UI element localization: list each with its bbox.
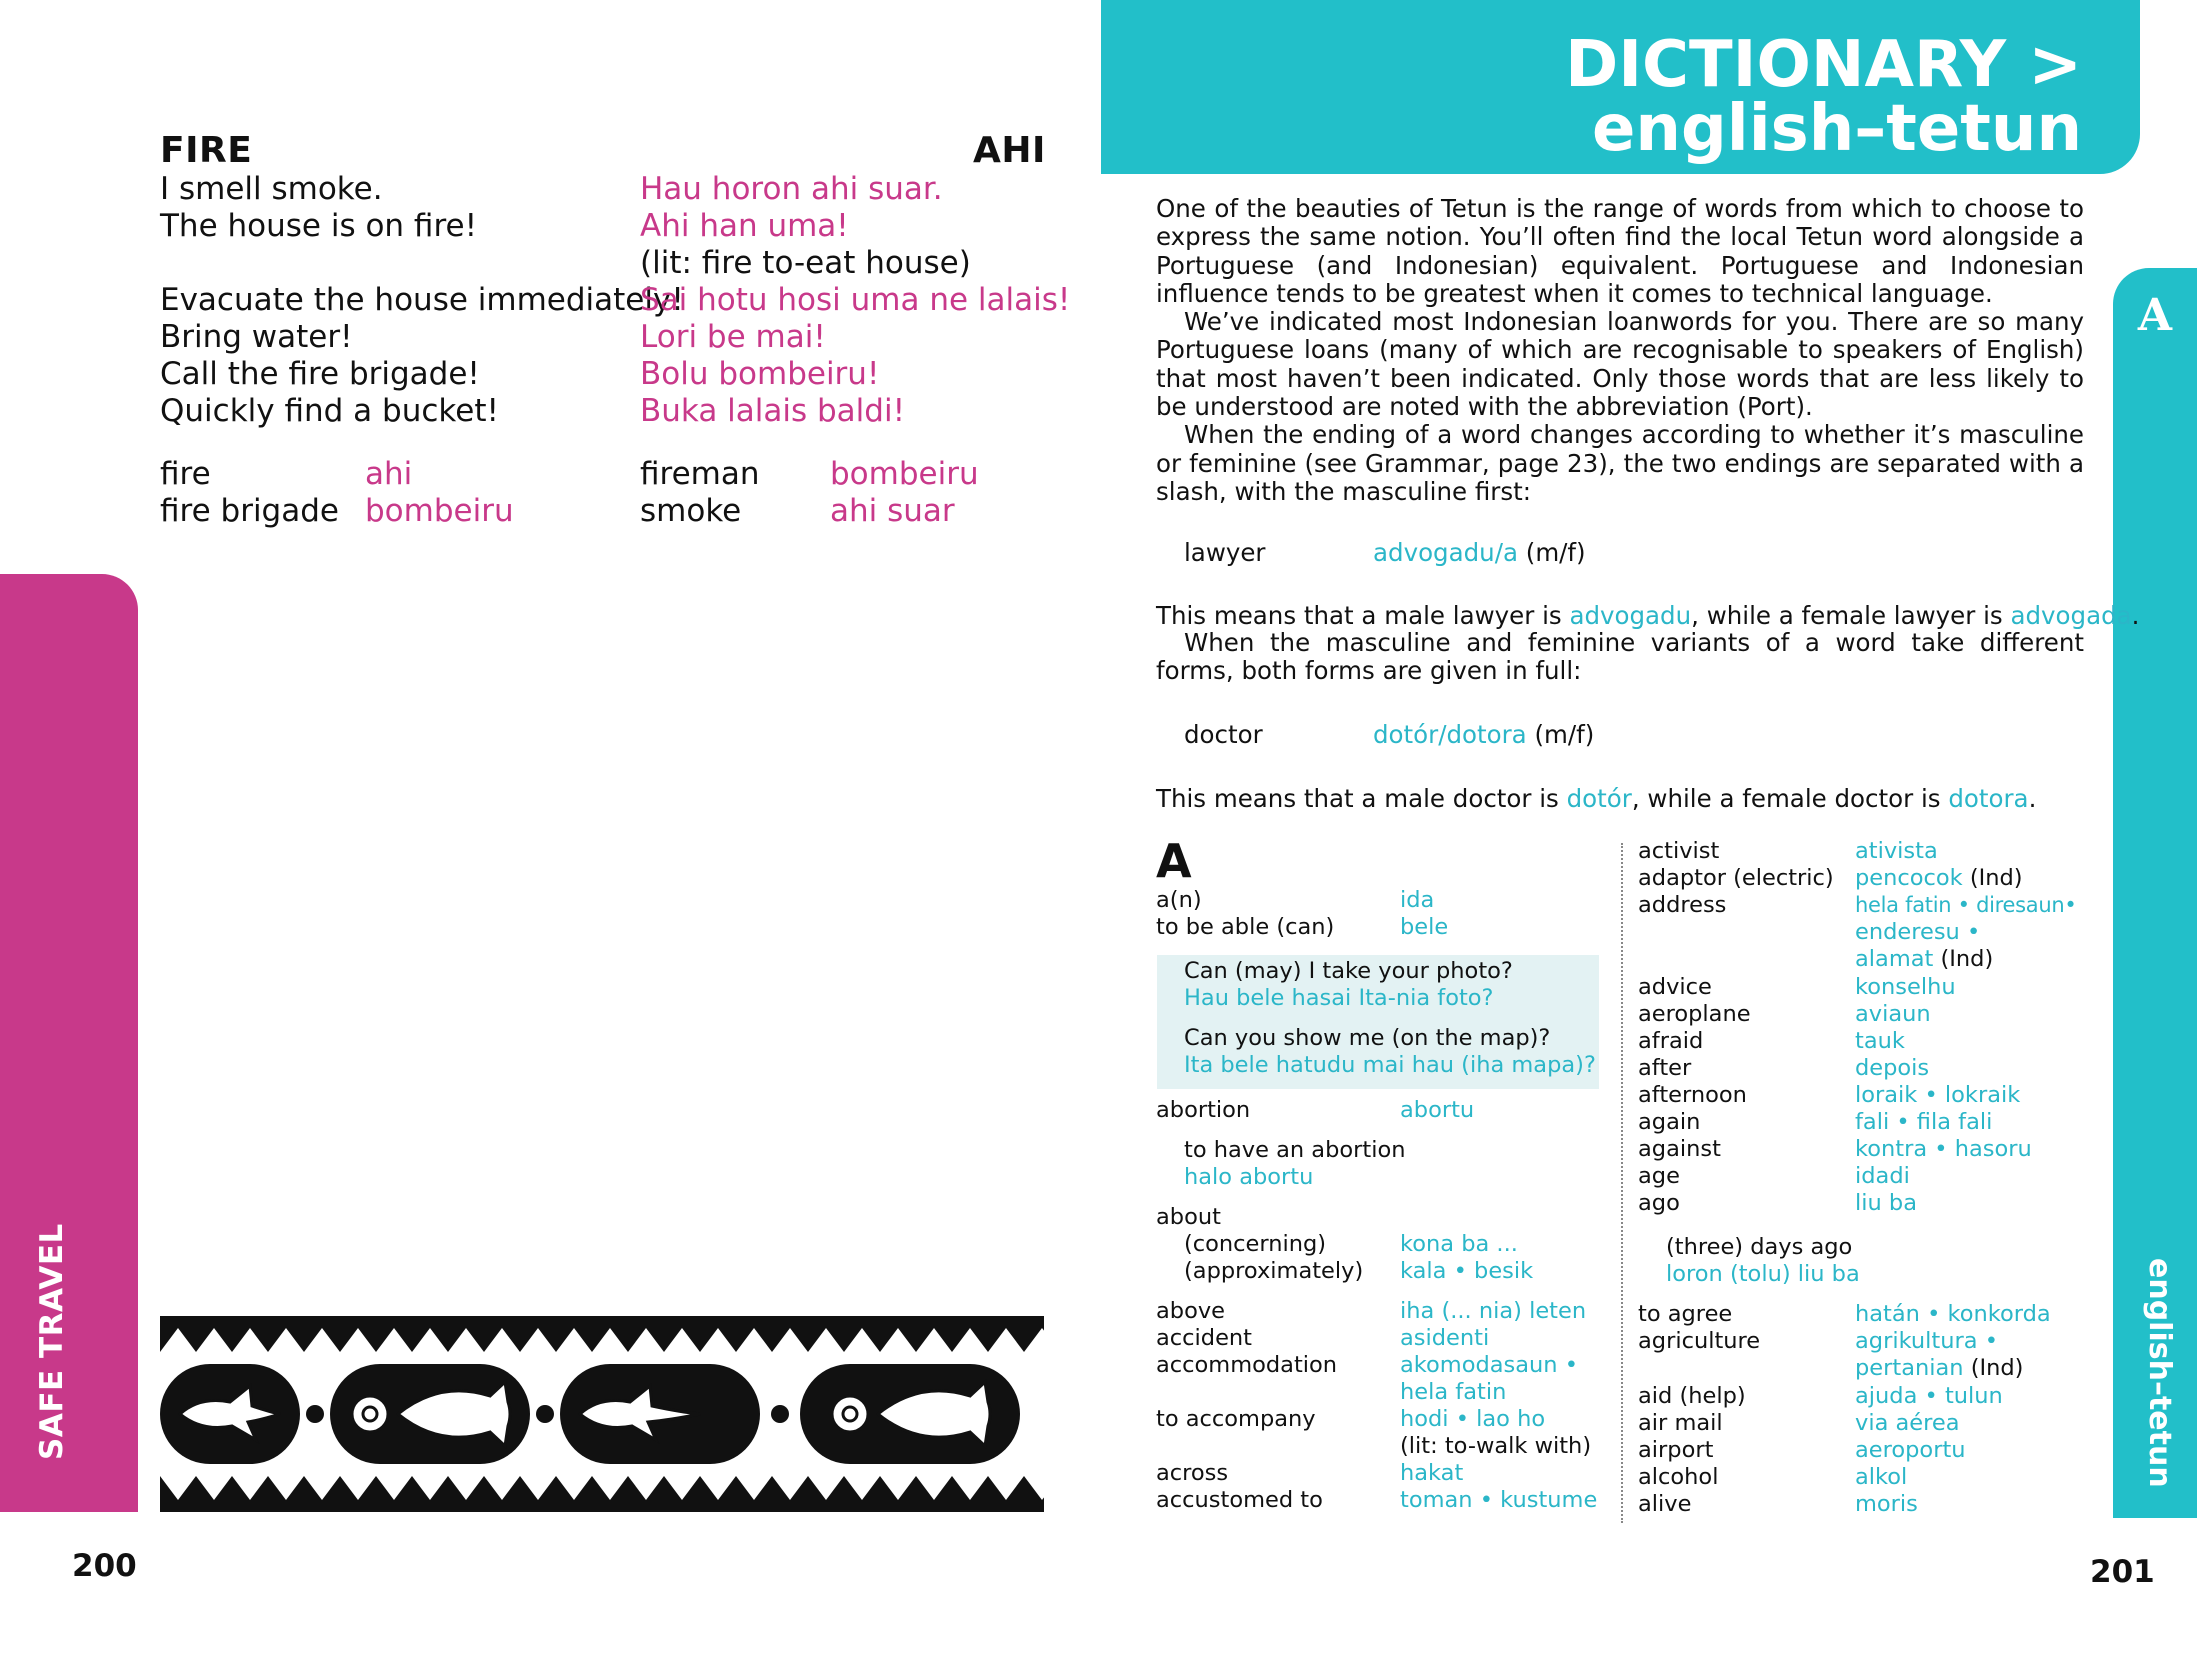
word-english: fire bbox=[160, 456, 211, 492]
entry-tetun: via aérea bbox=[1855, 1410, 1960, 1436]
entry-english: above bbox=[1156, 1298, 1225, 1324]
entry-english: across bbox=[1156, 1460, 1229, 1486]
word-tetun: ahi bbox=[365, 456, 413, 492]
intro-paragraph: One of the beauties of Tetun is the range of words from which to choose to express the same notion. You’ll often find the local Tetun word alongside a Portuguese (and Indonesian) equivalent. Portuguese and Indonesian influence tends to be greatest when it comes to technical language. bbox=[1156, 194, 2084, 308]
entry-tetun: iha (... nia) leten bbox=[1400, 1298, 1587, 1324]
box-phrase-tetun: Hau bele hasai Ita-nia foto? bbox=[1184, 985, 1494, 1011]
entry-tetun: aeroportu bbox=[1855, 1437, 1966, 1463]
entry-tetun: konselhu bbox=[1855, 974, 1956, 1000]
entry-english: adaptor (electric) bbox=[1638, 865, 1834, 891]
side-tab-label: english–tetun bbox=[2142, 1258, 2177, 1488]
entry-english: a(n) bbox=[1156, 887, 1202, 913]
example-english: lawyer bbox=[1184, 538, 1266, 567]
entry-tetun: depois bbox=[1855, 1055, 1930, 1081]
phrase-english: Quickly find a bucket! bbox=[160, 393, 499, 429]
entry-english: aeroplane bbox=[1638, 1001, 1751, 1027]
entry-tetun: hela fatin bbox=[1400, 1379, 1507, 1405]
tribal-pattern-border bbox=[160, 1316, 1044, 1512]
entry-english: abortion bbox=[1156, 1097, 1251, 1123]
word-tetun: ahi suar bbox=[830, 493, 955, 529]
example-tetun: dotór/dotora (m/f) bbox=[1373, 720, 1595, 749]
section-heading-english: FIRE bbox=[160, 130, 253, 171]
phrase-tetun: Sai hotu hosi uma ne lalais! bbox=[640, 282, 1071, 318]
example-english: doctor bbox=[1184, 720, 1263, 749]
entry-tetun: ativista bbox=[1855, 838, 1938, 864]
entry-english: alcohol bbox=[1638, 1464, 1719, 1490]
entry-tetun: bele bbox=[1400, 914, 1449, 940]
example-tetun: advogadu/a (m/f) bbox=[1373, 538, 1586, 567]
entry-english: ago bbox=[1638, 1190, 1680, 1216]
entry-tetun: alamat (Ind) bbox=[1855, 946, 1994, 972]
subentry-tetun: halo abortu bbox=[1184, 1164, 1314, 1190]
entry-tetun: ajuda • tulun bbox=[1855, 1383, 2003, 1409]
entry-english: address bbox=[1638, 892, 1727, 918]
phrase-tetun: Bolu bombeiru! bbox=[640, 356, 880, 392]
entry-english: again bbox=[1638, 1109, 1701, 1135]
intro-paragraph: When the ending of a word changes according to whether it’s masculine or feminine (see Grammar, page 23), the two endings are separated with a slash, with the masculine first: bbox=[1156, 420, 2084, 506]
entry-tetun: toman • kustume bbox=[1400, 1487, 1598, 1513]
word-tetun: bombeiru bbox=[830, 456, 979, 492]
intro-paragraph: When the masculine and feminine variants of a word take different forms, both forms are given in full: bbox=[1156, 628, 2084, 686]
box-phrase-english: Can you show me (on the map)? bbox=[1184, 1025, 1551, 1051]
banner-subtitle: english–tetun bbox=[1591, 92, 2082, 166]
entry-english: advice bbox=[1638, 974, 1712, 1000]
entry-tetun: pertanian (Ind) bbox=[1855, 1355, 2024, 1381]
entry-tetun: pencocok (Ind) bbox=[1855, 865, 2023, 891]
entry-english: to be able (can) bbox=[1156, 914, 1335, 940]
entry-tetun: hatán • konkorda bbox=[1855, 1301, 2051, 1327]
explanation-line: This means that a male doctor is dotór, while a female doctor is dotora. bbox=[1156, 784, 2037, 813]
entry-english: activist bbox=[1638, 838, 1720, 864]
column-divider bbox=[1621, 843, 1623, 1523]
phrase-english: Evacuate the house immediately! bbox=[160, 282, 684, 318]
entry-english: aid (help) bbox=[1638, 1383, 1746, 1409]
entry-english: about bbox=[1156, 1204, 1221, 1230]
entry-english: afraid bbox=[1638, 1028, 1704, 1054]
phrase-english: Bring water! bbox=[160, 319, 353, 355]
entry-english: against bbox=[1638, 1136, 1721, 1162]
subentry-tetun: loron (tolu) liu ba bbox=[1666, 1261, 1860, 1287]
word-tetun: bombeiru bbox=[365, 493, 514, 529]
entry-tetun: fali • fila fali bbox=[1855, 1109, 1993, 1135]
entry-tetun: tauk bbox=[1855, 1028, 1905, 1054]
entry-tetun: agrikultura • bbox=[1855, 1328, 1998, 1354]
word-english: smoke bbox=[640, 493, 742, 529]
phrase-tetun: Buka lalais baldi! bbox=[640, 393, 906, 429]
entry-tetun: kontra • hasoru bbox=[1855, 1136, 2032, 1162]
side-tab-label: SAFE TRAVEL bbox=[34, 1223, 70, 1460]
entry-sense: (concerning) bbox=[1184, 1231, 1327, 1257]
entry-english: airport bbox=[1638, 1437, 1714, 1463]
entry-tetun: aviaun bbox=[1855, 1001, 1931, 1027]
chapter-banner bbox=[1101, 0, 2140, 174]
entry-tetun: moris bbox=[1855, 1491, 1918, 1517]
entry-tetun: hodi • lao ho bbox=[1400, 1406, 1546, 1432]
entry-tetun: ida bbox=[1400, 887, 1435, 913]
entry-tetun: hakat bbox=[1400, 1460, 1464, 1486]
entry-tetun: kala • besik bbox=[1400, 1258, 1534, 1284]
entry-english: accustomed to bbox=[1156, 1487, 1323, 1513]
entry-english: air mail bbox=[1638, 1410, 1723, 1436]
intro-text bbox=[1156, 195, 2084, 506]
entry-english: after bbox=[1638, 1055, 1692, 1081]
page-number: 201 bbox=[2090, 1554, 2155, 1590]
box-phrase-english: Can (may) I take your photo? bbox=[1184, 958, 1513, 984]
word-english: fireman bbox=[640, 456, 760, 492]
entry-tetun: asidenti bbox=[1400, 1325, 1490, 1351]
entry-sense: (approximately) bbox=[1184, 1258, 1364, 1284]
phrase-english: The house is on fire! bbox=[160, 208, 478, 244]
entry-english: age bbox=[1638, 1163, 1680, 1189]
entry-tetun: loraik • lokraik bbox=[1855, 1082, 2021, 1108]
banner-title: DICTIONARY > bbox=[1565, 28, 2082, 102]
explanation-line: This means that a male lawyer is advogadu, while a female lawyer is advogada. bbox=[1156, 601, 2140, 630]
entry-tetun: abortu bbox=[1400, 1097, 1475, 1123]
letter-side-tab bbox=[2113, 268, 2197, 1518]
subentry-english: (three) days ago bbox=[1666, 1234, 1853, 1260]
phrase-tetun: Lori be mai! bbox=[640, 319, 826, 355]
section-heading-tetun: AHI bbox=[973, 130, 1046, 171]
phrase-english: Call the fire brigade! bbox=[160, 356, 480, 392]
entry-tetun: liu ba bbox=[1855, 1190, 1917, 1216]
phrase-english: I smell smoke. bbox=[160, 171, 383, 207]
entry-tetun: idadi bbox=[1855, 1163, 1910, 1189]
side-tab-letter: A bbox=[2137, 290, 2173, 341]
entry-english: accommodation bbox=[1156, 1352, 1338, 1378]
page-number: 200 bbox=[72, 1548, 137, 1584]
box-phrase-tetun: Ita bele hatudu mai hau (iha mapa)? bbox=[1184, 1052, 1596, 1078]
word-english: fire brigade bbox=[160, 493, 339, 529]
entry-tetun: akomodasaun • bbox=[1400, 1352, 1578, 1378]
entry-tetun: hela fatin • diresaun• bbox=[1855, 893, 2077, 917]
entry-literal: (lit: to-walk with) bbox=[1400, 1433, 1592, 1459]
entry-english: alive bbox=[1638, 1491, 1692, 1517]
subentry-english: to have an abortion bbox=[1184, 1137, 1406, 1163]
entry-tetun: alkol bbox=[1855, 1464, 1908, 1490]
entry-tetun: kona ba ... bbox=[1400, 1231, 1518, 1257]
entry-english: agriculture bbox=[1638, 1328, 1761, 1354]
entry-english: accident bbox=[1156, 1325, 1252, 1351]
entry-tetun: enderesu • bbox=[1855, 919, 1981, 945]
phrase-literal: (lit: fire to-eat house) bbox=[640, 245, 971, 281]
phrase-tetun: Ahi han uma! bbox=[640, 208, 849, 244]
entry-english: to accompany bbox=[1156, 1406, 1316, 1432]
section-letter: A bbox=[1156, 834, 1192, 888]
entry-english: to agree bbox=[1638, 1301, 1733, 1327]
section-side-tab bbox=[0, 574, 138, 1512]
intro-paragraph: We’ve indicated most Indonesian loanwords for you. There are so many Portuguese loans (many of which are recognisable to speakers of English) that most haven’t been indicated. Only those words that are less likely to be understood are noted with the abbreviation (Port). bbox=[1156, 307, 2084, 422]
entry-english: afternoon bbox=[1638, 1082, 1747, 1108]
phrase-tetun: Hau horon ahi suar. bbox=[640, 171, 943, 207]
